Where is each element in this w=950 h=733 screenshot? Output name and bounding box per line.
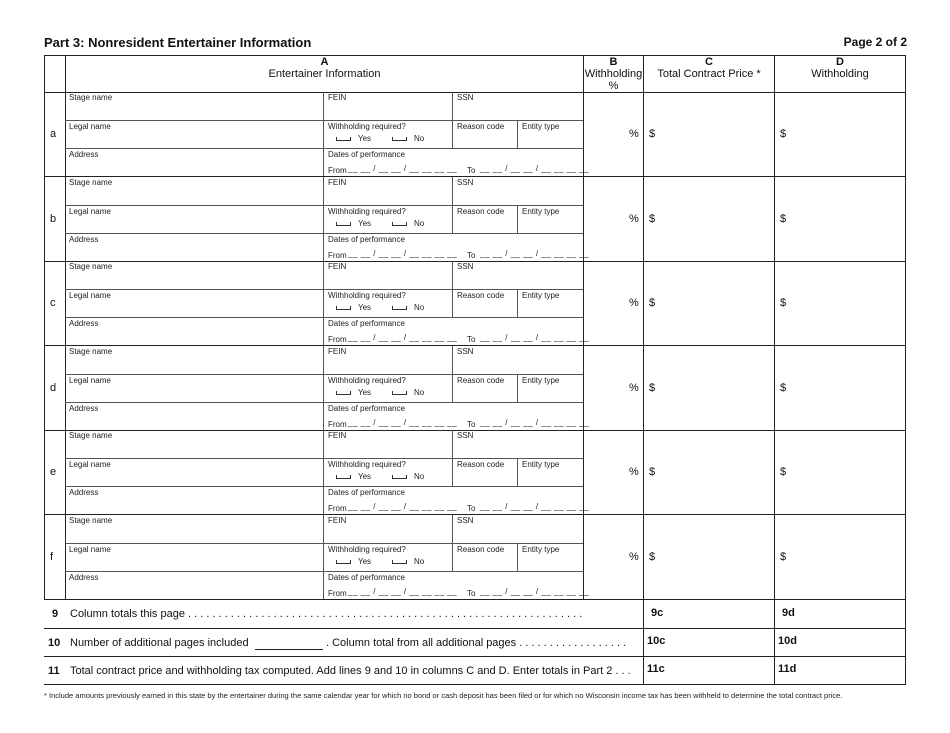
entity-type-field[interactable]: Entity type bbox=[522, 122, 560, 131]
total11-bottom-border bbox=[44, 684, 906, 685]
legal-name-field[interactable]: Legal name bbox=[69, 206, 111, 216]
yes-label: Yes bbox=[358, 303, 372, 312]
address-field[interactable]: Address bbox=[69, 234, 99, 244]
from-date-field[interactable]: __ __ / __ __ / __ __ __ __ bbox=[348, 164, 458, 173]
fein-field[interactable]: FEIN bbox=[328, 262, 347, 271]
withholding-amount-field[interactable]: $ bbox=[780, 128, 787, 140]
reason-code-field[interactable]: Reason code bbox=[457, 291, 505, 300]
address-field[interactable]: Address bbox=[69, 572, 99, 582]
dates-of-performance-label: Dates of performance bbox=[328, 319, 405, 328]
stage-name-field[interactable]: Stage name bbox=[69, 515, 113, 525]
from-label: From bbox=[328, 335, 347, 344]
stage-name-field[interactable]: Stage name bbox=[69, 346, 113, 356]
total9-bottom-border bbox=[44, 628, 906, 629]
to-label: To bbox=[467, 335, 476, 344]
row-letter: a bbox=[50, 128, 57, 140]
col-c-letter: C bbox=[705, 56, 713, 68]
no-checkbox[interactable] bbox=[392, 560, 407, 564]
line10-text-b: . Column total from all additional pages . . . . . . . . . . . . . . . . . . bbox=[326, 637, 627, 649]
to-label: To bbox=[467, 419, 476, 429]
no-checkbox[interactable] bbox=[392, 475, 407, 479]
to-date-field[interactable]: __ __ / __ __ / __ __ __ __ bbox=[480, 586, 590, 596]
to-label: To bbox=[467, 250, 476, 260]
contract-price-field[interactable]: $ bbox=[649, 128, 656, 140]
contract-price-field[interactable]: $ bbox=[649, 297, 656, 309]
withholding-required-label: Withholding required? bbox=[328, 291, 406, 300]
legal-name-field[interactable]: Legal name bbox=[69, 460, 111, 469]
entertainer-row-a bbox=[44, 92, 906, 177]
line11-number: 11 bbox=[48, 665, 60, 677]
entity-type-field[interactable]: Entity type bbox=[522, 460, 560, 469]
withholding-required-label: Withholding required? bbox=[328, 206, 406, 216]
no-checkbox[interactable] bbox=[392, 306, 407, 310]
line9-number: 9 bbox=[52, 608, 59, 620]
withholding-percent-field[interactable]: % bbox=[629, 466, 639, 478]
entertainer-row-c bbox=[44, 261, 906, 346]
yes-checkbox[interactable] bbox=[336, 391, 351, 395]
stage-name-field[interactable]: Stage name bbox=[69, 177, 113, 187]
no-label: No bbox=[414, 303, 425, 312]
stage-name-field[interactable]: Stage name bbox=[69, 262, 113, 271]
no-label: No bbox=[414, 556, 425, 566]
yes-checkbox[interactable] bbox=[336, 222, 351, 226]
fein-field[interactable]: FEIN bbox=[328, 515, 347, 525]
line11c-field[interactable]: 11c bbox=[647, 663, 665, 675]
yes-checkbox[interactable] bbox=[336, 475, 351, 479]
address-field[interactable]: Address bbox=[69, 488, 99, 497]
fein-field[interactable]: FEIN bbox=[328, 431, 347, 440]
ssn-field[interactable]: SSN bbox=[457, 93, 474, 102]
col-b-letter: B bbox=[609, 56, 618, 68]
reason-code-field[interactable]: Reason code bbox=[457, 206, 505, 216]
no-checkbox[interactable] bbox=[392, 222, 407, 226]
ssn-field[interactable]: SSN bbox=[457, 431, 474, 440]
col-c-title: Total Contract Price * bbox=[657, 68, 761, 80]
from-date-field[interactable]: __ __ / __ __ / __ __ __ __ bbox=[348, 248, 458, 258]
contract-price-field[interactable]: $ bbox=[649, 466, 656, 478]
address-field[interactable]: Address bbox=[69, 403, 99, 413]
withholding-required-label: Withholding required? bbox=[328, 122, 406, 131]
line10-number: 10 bbox=[48, 637, 61, 649]
line10d-field[interactable]: 10d bbox=[778, 635, 797, 647]
line11d-field[interactable]: 11d bbox=[778, 663, 797, 675]
yes-label: Yes bbox=[358, 387, 372, 397]
yes-checkbox[interactable] bbox=[336, 306, 351, 310]
to-date-field[interactable]: __ __ / __ __ / __ __ __ __ bbox=[480, 417, 590, 427]
contract-price-field[interactable]: $ bbox=[649, 212, 656, 225]
reason-code-field[interactable]: Reason code bbox=[457, 460, 505, 469]
withholding-amount-field[interactable]: $ bbox=[780, 381, 787, 394]
contract-price-field[interactable]: $ bbox=[649, 550, 656, 563]
row-letter: e bbox=[50, 466, 57, 478]
yes-label: Yes bbox=[358, 556, 372, 566]
to-label: To bbox=[467, 588, 476, 598]
from-label: From bbox=[328, 504, 347, 513]
dates-of-performance-label: Dates of performance bbox=[328, 403, 405, 413]
reason-code-field[interactable]: Reason code bbox=[457, 544, 505, 554]
no-checkbox[interactable] bbox=[392, 137, 407, 141]
footnote: * Include amounts previously earned in this state by the entertainer during the same calendar year for which no bond or cash deposit has been filed or for which no Wisconsin income tax has been withheld to determine the total contract price. bbox=[44, 691, 843, 700]
entertainer-row-b bbox=[44, 177, 906, 262]
entertainer-row-f bbox=[44, 515, 906, 600]
to-date-field[interactable]: __ __ / __ __ / __ __ __ __ bbox=[480, 502, 590, 511]
entity-type-field[interactable]: Entity type bbox=[522, 544, 560, 554]
page-number: Page 2 of 2 bbox=[843, 35, 907, 49]
fein-field[interactable]: FEIN bbox=[328, 177, 347, 187]
withholding-percent-field[interactable]: % bbox=[629, 550, 639, 563]
entity-type-field[interactable]: Entity type bbox=[522, 375, 560, 385]
row-letter: b bbox=[50, 212, 57, 225]
legal-name-field[interactable]: Legal name bbox=[69, 291, 111, 300]
entity-type-field[interactable]: Entity type bbox=[522, 206, 560, 216]
from-label: From bbox=[328, 250, 347, 260]
withholding-amount-field[interactable]: $ bbox=[780, 550, 787, 563]
legal-name-field[interactable]: Legal name bbox=[69, 122, 111, 131]
entertainer-row-e bbox=[44, 430, 906, 515]
line10-text-a: Number of additional pages included bbox=[70, 637, 249, 649]
row-letter: c bbox=[50, 297, 56, 309]
ssn-field[interactable]: SSN bbox=[457, 515, 474, 525]
total10-bottom-border bbox=[44, 656, 906, 657]
from-date-field[interactable]: __ __ / __ __ / __ __ __ __ bbox=[348, 586, 458, 596]
col-d-letter: D bbox=[836, 56, 844, 68]
from-date-field[interactable]: __ __ / __ __ / __ __ __ __ bbox=[348, 333, 458, 342]
yes-label: Yes bbox=[358, 134, 372, 143]
legal-name-field[interactable]: Legal name bbox=[69, 375, 111, 385]
col-a-letter: A bbox=[320, 56, 329, 68]
withholding-required-label: Withholding required? bbox=[328, 460, 406, 469]
withholding-required-label: Withholding required? bbox=[328, 544, 406, 554]
ssn-field[interactable]: SSN bbox=[457, 177, 474, 187]
to-date-field[interactable]: __ __ / __ __ / __ __ __ __ bbox=[480, 248, 590, 258]
col-b-sub: % bbox=[608, 80, 619, 92]
reason-code-field[interactable]: Reason code bbox=[457, 375, 505, 385]
col-d-title: Withholding bbox=[811, 68, 869, 80]
line9c-field[interactable]: 9c bbox=[651, 607, 664, 619]
dates-of-performance-label: Dates of performance bbox=[328, 572, 405, 582]
entity-type-field[interactable]: Entity type bbox=[522, 291, 560, 300]
to-label: To bbox=[467, 504, 476, 513]
fein-field[interactable]: FEIN bbox=[328, 93, 347, 102]
line11-text: Total contract price and withholding tax computed. Add lines 9 and 10 in columns C and D. Enter totals in Part 2 . . . bbox=[70, 665, 631, 677]
legal-name-field[interactable]: Legal name bbox=[69, 544, 111, 554]
stage-name-field[interactable]: Stage name bbox=[69, 431, 113, 440]
ssn-field[interactable]: SSN bbox=[457, 262, 474, 271]
line9d-field[interactable]: 9d bbox=[782, 607, 795, 619]
withholding-amount-field[interactable]: $ bbox=[780, 466, 787, 478]
no-checkbox[interactable] bbox=[392, 391, 407, 395]
from-date-field[interactable]: __ __ / __ __ / __ __ __ __ bbox=[348, 417, 458, 427]
to-label: To bbox=[467, 166, 476, 175]
additional-pages-field[interactable] bbox=[255, 649, 323, 650]
from-date-field[interactable]: __ __ / __ __ / __ __ __ __ bbox=[348, 502, 458, 511]
address-field[interactable]: Address bbox=[69, 150, 99, 159]
line10c-field[interactable]: 10c bbox=[647, 635, 666, 647]
to-date-field[interactable]: __ __ / __ __ / __ __ __ __ bbox=[480, 164, 590, 173]
dates-of-performance-label: Dates of performance bbox=[328, 234, 405, 244]
withholding-percent-field[interactable]: % bbox=[629, 297, 639, 309]
contract-price-field[interactable]: $ bbox=[649, 381, 656, 394]
fein-field[interactable]: FEIN bbox=[328, 346, 347, 356]
no-label: No bbox=[414, 134, 425, 143]
page-title: Part 3: Nonresident Entertainer Information bbox=[44, 35, 312, 50]
dates-of-performance-label: Dates of performance bbox=[328, 150, 405, 159]
col-a-title: Entertainer Information bbox=[268, 68, 381, 80]
from-label: From bbox=[328, 588, 347, 598]
entertainer-row-d bbox=[44, 346, 906, 431]
ssn-field[interactable]: SSN bbox=[457, 346, 474, 356]
row-letter: d bbox=[50, 381, 57, 394]
line9-text: Column totals this page . . . . . . . . . . . . . . . . . . . . . . . . . . . . . . . . . . . . . . . . . . . . . . . . . . . . . . . . . . . . . . . . . bbox=[70, 608, 583, 620]
address-field[interactable]: Address bbox=[69, 319, 99, 328]
to-date-field[interactable]: __ __ / __ __ / __ __ __ __ bbox=[480, 333, 590, 342]
no-label: No bbox=[414, 218, 425, 228]
withholding-percent-field[interactable]: % bbox=[629, 128, 639, 140]
dates-of-performance-label: Dates of performance bbox=[328, 488, 405, 497]
withholding-percent-field[interactable]: % bbox=[629, 212, 639, 225]
yes-label: Yes bbox=[358, 472, 372, 481]
yes-label: Yes bbox=[358, 218, 372, 228]
withholding-amount-field[interactable]: $ bbox=[780, 297, 787, 309]
no-label: No bbox=[414, 387, 425, 397]
row-letter: f bbox=[50, 550, 54, 563]
yes-checkbox[interactable] bbox=[336, 137, 351, 141]
yes-checkbox[interactable] bbox=[336, 560, 351, 564]
reason-code-field[interactable]: Reason code bbox=[457, 122, 505, 131]
withholding-required-label: Withholding required? bbox=[328, 375, 406, 385]
no-label: No bbox=[414, 472, 425, 481]
col-b-title: Withholding bbox=[584, 68, 643, 80]
from-label: From bbox=[328, 166, 347, 175]
from-label: From bbox=[328, 419, 347, 429]
withholding-amount-field[interactable]: $ bbox=[780, 212, 787, 225]
withholding-percent-field[interactable]: % bbox=[629, 381, 639, 394]
stage-name-field[interactable]: Stage name bbox=[69, 93, 113, 102]
